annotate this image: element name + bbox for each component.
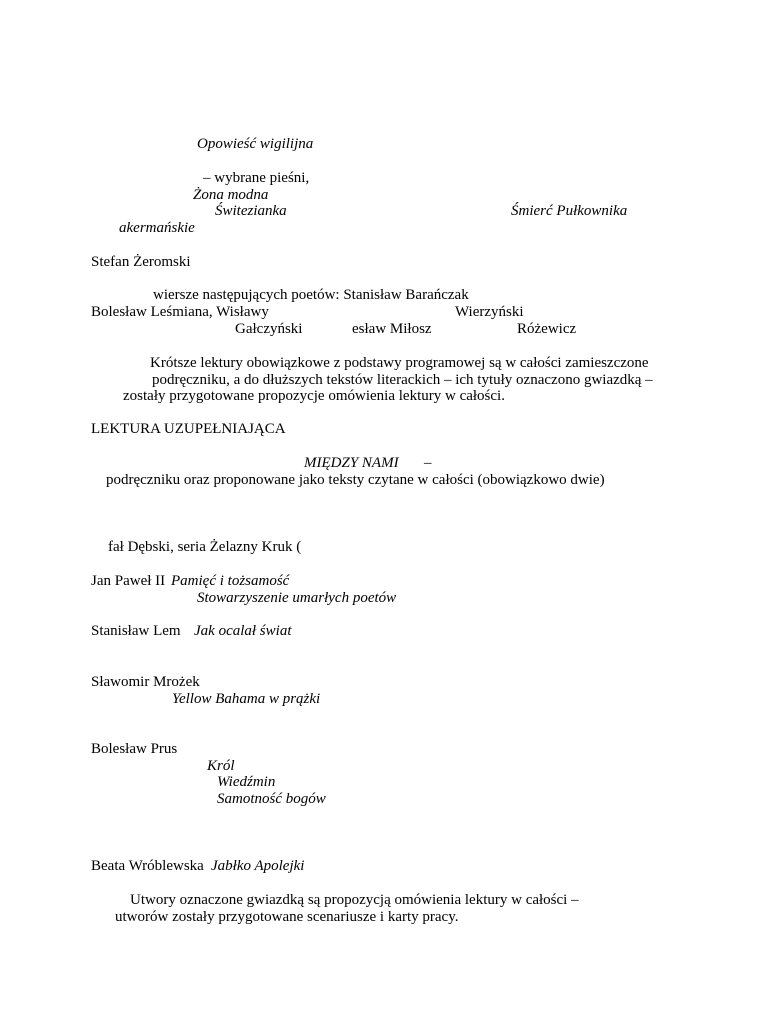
- text-debski-zelazny-kruk: fał Dębski, seria Żelazny Kruk (: [108, 539, 302, 555]
- title-samotnosc-bogow: Samotność bogów: [217, 791, 326, 807]
- title-krol: Król: [207, 758, 235, 774]
- paragraph-line-3: zostały przygotowane propozycje omówienia lektury w całości.: [123, 388, 505, 404]
- title-pamiec-i-tozsamosc: Pamięć i tożsamość: [171, 573, 290, 589]
- text-rozewicz: Różewicz: [517, 321, 577, 337]
- title-yellow-bahama: Yellow Bahama w prążki: [172, 691, 321, 707]
- title-zona-modna: Żona modna: [193, 187, 269, 203]
- title-smierc-pulkownika: Śmierć Pułkownika: [511, 203, 628, 219]
- text-wiersze-poetow: wiersze następujących poetów: Stanisław Barańczak: [153, 287, 469, 303]
- footnote-line-1: Utwory oznaczone gwiazdką są propozycją omówienia lektury w całości –: [130, 892, 579, 908]
- title-jak-ocalal-swiat: Jak ocalał świat: [194, 623, 292, 639]
- title-wiedzmin: Wiedźmin: [217, 774, 276, 790]
- text-dash: –: [424, 455, 432, 471]
- author-jan-pawel-ii: Jan Paweł II: [91, 573, 166, 589]
- text-wierzynski: Wierzyński: [455, 304, 524, 320]
- author-stefan-zeromski: Stefan Żeromski: [91, 254, 191, 270]
- footnote-line-2: utworów zostały przygotowane scenariusze i karty pracy.: [115, 909, 459, 925]
- title-opowiesc-wigilijna: Opowieść wigilijna: [197, 136, 314, 152]
- author-boleslaw-prus: Bolesław Prus: [91, 741, 178, 757]
- paragraph-line-2: podręczniku, a do dłuższych tekstów literackich – ich tytuły oznaczono gwiazdką –: [152, 372, 653, 388]
- paragraph-line-1: Krótsze lektury obowiązkowe z podstawy programowej są w całości zamieszczone: [150, 355, 649, 371]
- text-galczynski: Gałczyński: [235, 321, 303, 337]
- author-slawomir-mrozek: Sławomir Mrożek: [91, 674, 200, 690]
- author-stanislaw-lem: Stanisław Lem: [91, 623, 181, 639]
- title-stowarzyszenie-umarlych-poetow: Stowarzyszenie umarłych poetów: [197, 590, 397, 606]
- author-beata-wroblewska: Beata Wróblewska: [91, 858, 204, 874]
- section-heading-lektura-uzupelniajaca: LEKTURA UZUPEŁNIAJĄCA: [91, 421, 286, 437]
- text-podreczniku-proponowane: podręczniku oraz proponowane jako teksty czytane w całości (obowiązkowo dwie): [106, 472, 605, 488]
- text-akermanskie: akermańskie: [119, 220, 195, 236]
- title-miedzy-nami: MIĘDZY NAMI: [304, 455, 399, 471]
- text-wybrane-piesni: – wybrane pieśni,: [203, 170, 310, 186]
- text-boleslaw-lesmiana: Bolesław Leśmiana, Wisławy: [91, 304, 269, 320]
- title-jablko-apolejki: Jabłko Apolejki: [211, 858, 305, 874]
- text-milosz: esław Miłosz: [352, 321, 432, 337]
- title-switezianka: Świtezianka: [215, 203, 287, 219]
